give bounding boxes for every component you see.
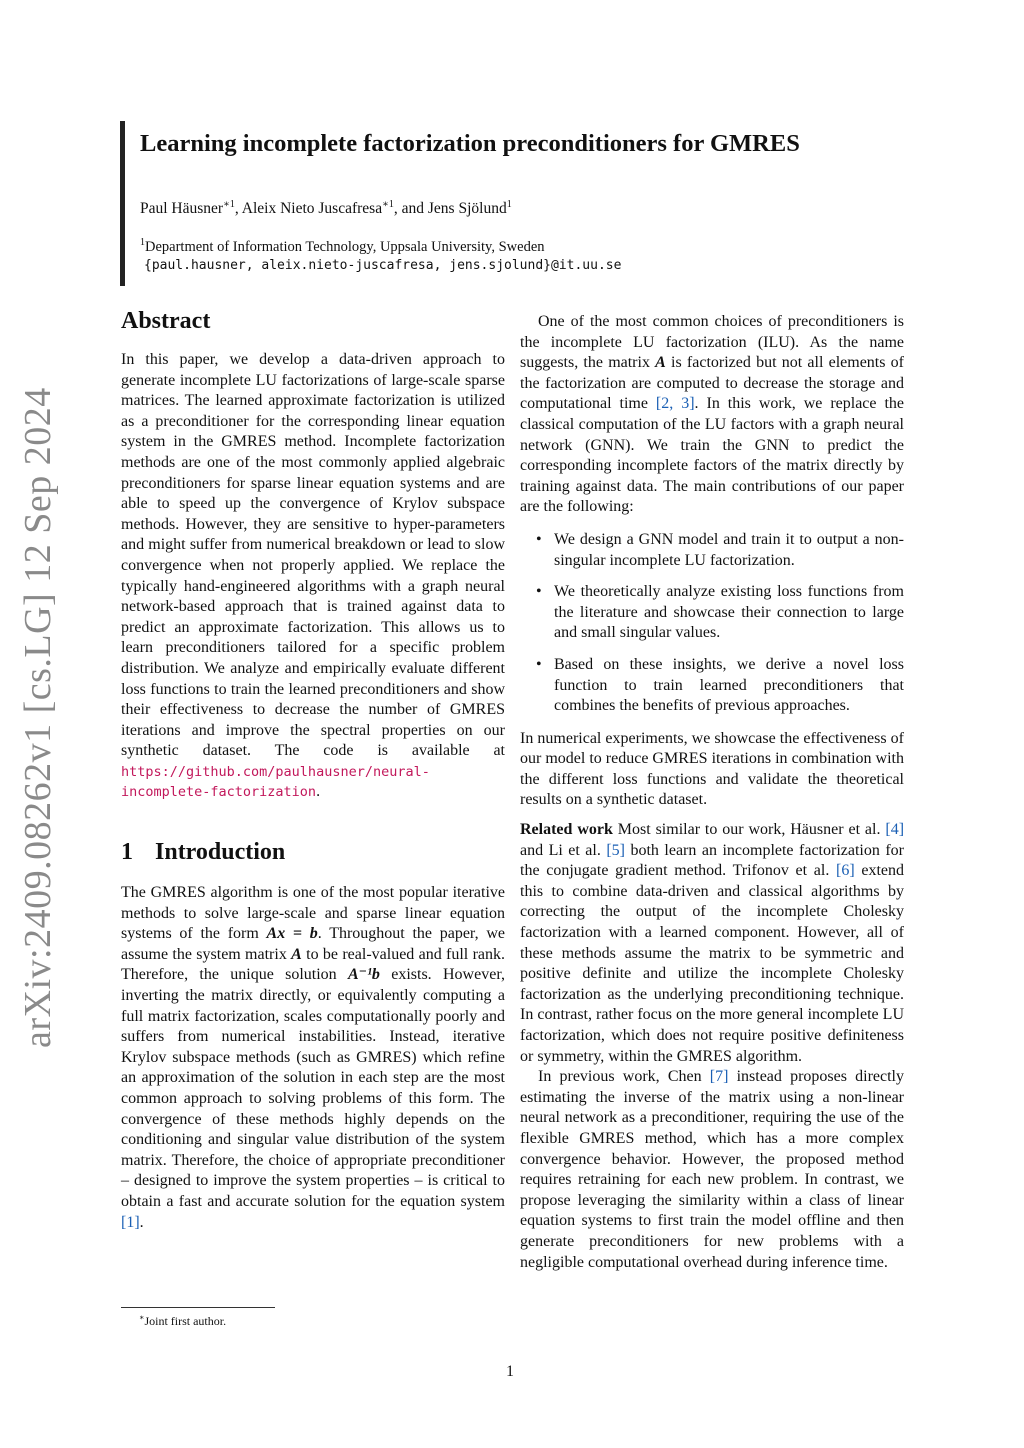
author-list bbox=[140, 199, 512, 218]
text-run: Most similar to our work, Häusner et al. bbox=[612, 821, 886, 839]
bullet-icon: • bbox=[536, 583, 542, 601]
text-run: . In this work, we replace the classical computation of the LU factors with a graph neural network (GNN). We train the GNN to predict the corresponding incomplete factors of the matrix directly by training against data. The main contributions of our paper are the following: bbox=[520, 395, 905, 516]
text-run: both learn an incomplete factorization for the conjugate gradient method. Trifonov et al. bbox=[520, 841, 904, 880]
abstract-body: In this paper, we develop a data-driven approach to generate incomplete LU factorizations of large-scale sparse matrices. The learned approximate factorization is utilized as a preconditioner for the corresponding linear equation system in the GMRES method. Incomplete factorization methods are one of the most commonly applied algebraic preconditioners for sparse linear equation systems and are able to speed up the convergence of Krylov subspace methods. However, they are sensitive to hyper-parameters and might suffer from numerical breakdown or lead to slow convergence when not properly applied. We replace the typically hand-engineered algorithms with a graph neural network-based approach that is trained against data to predict an approximate factorization. This allows us to learn preconditioners tailored for a specific problem distribution. We analyze and empirically evaluate different loss functions to train the learned preconditioners and show their effectiveness to decrease the number of GMRES iterations and improve the spectral properties on our synthetic dataset. The code is available at bbox=[121, 351, 505, 760]
bullet-icon: • bbox=[536, 655, 542, 673]
code-repository-link[interactable]: https://github.com/paulhausner/neural-incomplete-factorization bbox=[121, 763, 430, 801]
page-number: 1 bbox=[506, 1363, 514, 1380]
equation: Ax = b bbox=[266, 925, 318, 943]
abstract-end: . bbox=[316, 783, 321, 801]
text-run: extend this to combine data-driven and classical algorithms by correcting the output of the incomplete Cholesky factorization with a learned component. However, all of these methods assume the matrix to be symmetric and positive definite and utilize the incomplete Cholesky factorization as the underlying preconditioning technique. In contrast, rather focus on the more general incomplete LU factorization, which does not require positive definiteness or symmetry, within the GMRES algorithm. bbox=[520, 862, 904, 1065]
affiliation bbox=[140, 237, 545, 256]
author-name: , Aleix Nieto Juscafresa bbox=[234, 200, 383, 218]
citation-link[interactable]: [6] bbox=[836, 862, 855, 880]
text-run: and Li et al. bbox=[520, 841, 607, 859]
citation-link[interactable]: [4] bbox=[885, 821, 905, 839]
author-mark: ∗1 bbox=[382, 199, 394, 210]
text-run: In previous work, Chen bbox=[538, 1068, 710, 1086]
text-run: . Throughout the paper, we assume the system matrix bbox=[121, 925, 505, 963]
contributions-list bbox=[520, 530, 904, 717]
author-emails: {paul.hausner, aleix.nieto-juscafresa, jens.sjolund}@it.uu.se bbox=[144, 258, 622, 273]
author-mark: ∗1 bbox=[223, 199, 235, 210]
author-name: , and Jens Sjölund bbox=[393, 200, 507, 218]
title-accent-bar bbox=[120, 121, 125, 286]
text-run: to be real-valued and full rank. Therefore, the unique solution bbox=[121, 945, 506, 984]
citation-link[interactable]: 3 bbox=[681, 395, 690, 413]
citation-link[interactable]: [5] bbox=[606, 841, 625, 859]
citation-bracket: ] bbox=[689, 395, 695, 413]
section-title: Introduction bbox=[155, 839, 286, 866]
solution-symbol: A⁻¹b bbox=[348, 966, 380, 984]
related-work-paragraph bbox=[520, 820, 904, 1067]
abstract-heading: Abstract bbox=[121, 308, 211, 334]
author-mark: 1 bbox=[506, 199, 512, 210]
experiments-paragraph: In numerical experiments, we showcase the effectiveness of our model to reduce GMRES iterations in combination with the different loss functions and validate the theoretical results on a synthetic dataset. bbox=[520, 729, 904, 809]
affiliation-text: Department of Information Technology, Uppsala University, Sweden bbox=[145, 238, 545, 255]
right-column bbox=[520, 312, 904, 1273]
paper-title: Learning incomplete factorization preconditioners for GMRES bbox=[140, 130, 800, 157]
matrix-symbol: A bbox=[291, 945, 302, 963]
list-item-text: We theoretically analyze existing loss functions from the literature and showcase their connection to large and small singular values. bbox=[554, 583, 904, 642]
text-run: One of the most common choices of preconditioners is the incomplete LU factorization (ILU). As the name suggests, the matrix bbox=[520, 313, 904, 372]
citation-bracket: [ bbox=[655, 395, 662, 413]
section-number: 1 bbox=[121, 839, 133, 866]
citation-link[interactable]: 2 bbox=[661, 395, 670, 413]
intro-paragraph bbox=[121, 883, 505, 1233]
citation-separator: , bbox=[669, 395, 682, 413]
previous-work-paragraph bbox=[520, 1067, 904, 1273]
introduction-heading bbox=[121, 837, 505, 867]
text-run: exists. However, inverting the matrix directly, or equivalently computing a full matrix factorization, scales computationally poorly and suffers from numerical instabilities. Instead, iterative Krylov subspace methods (such as GMRES) which refine an approximation of the solution in each step are the most common approach to solving problems of this form. The convergence of these methods highly depends on the conditioning and singular value distribution of the system matrix. Therefore, the choice of appropriate preconditioner – designed to improve the system properties – is critical to obtain a fast and accurate solution for the equation system bbox=[121, 966, 506, 1210]
text-run: is factorized but not all elements of the factorization are computed to decrease the storage and computational time bbox=[520, 354, 905, 413]
footnote-rule bbox=[121, 1307, 275, 1308]
list-item-text: Based on these insights, we derive a novel loss function to train learned preconditioners that combines the benefits of previous approaches. bbox=[554, 655, 904, 715]
related-work-heading: Related work bbox=[520, 821, 613, 839]
author-name: Paul Häusner bbox=[140, 200, 224, 218]
bullet-icon: • bbox=[536, 530, 542, 548]
list-item bbox=[520, 582, 904, 644]
footnote-mark: ∗ bbox=[139, 1313, 145, 1322]
left-column bbox=[121, 306, 505, 1233]
arxiv-identifier-stamp: arXiv:2409.08262v1 [cs.LG] 12 Sep 2024 bbox=[17, 387, 59, 1048]
list-item bbox=[520, 530, 904, 571]
footnote bbox=[139, 1313, 226, 1329]
ilu-paragraph bbox=[520, 312, 904, 518]
text-run: The GMRES algorithm is one of the most popular iterative methods to solve large-scale and sparse linear equation systems of the form bbox=[121, 884, 505, 943]
list-item-text: We design a GNN model and train it to output a non-singular incomplete LU factorization. bbox=[554, 530, 904, 569]
abstract-text bbox=[121, 350, 505, 803]
citation-link[interactable]: [7] bbox=[709, 1068, 729, 1086]
matrix-symbol: A bbox=[655, 354, 666, 372]
text-run: . bbox=[139, 1213, 144, 1231]
citation-link[interactable]: [1] bbox=[121, 1213, 140, 1231]
footnote-text: Joint first author. bbox=[144, 1314, 227, 1328]
text-run: instead proposes directly estimating the inverse of the matrix using a non-linear neural network as a preconditioner, requiring the use of the flexible GMRES method, which has a more complex convergence behavior. However, the proposed method requires retraining for each new problem. In contrast, we propose leveraging the similarity within a class of linear equation systems to first train the model offline and then generate preconditioners for new problems with a negligible computational overhead during inference time. bbox=[520, 1068, 904, 1271]
affiliation-mark: 1 bbox=[140, 237, 145, 248]
list-item bbox=[520, 655, 904, 717]
